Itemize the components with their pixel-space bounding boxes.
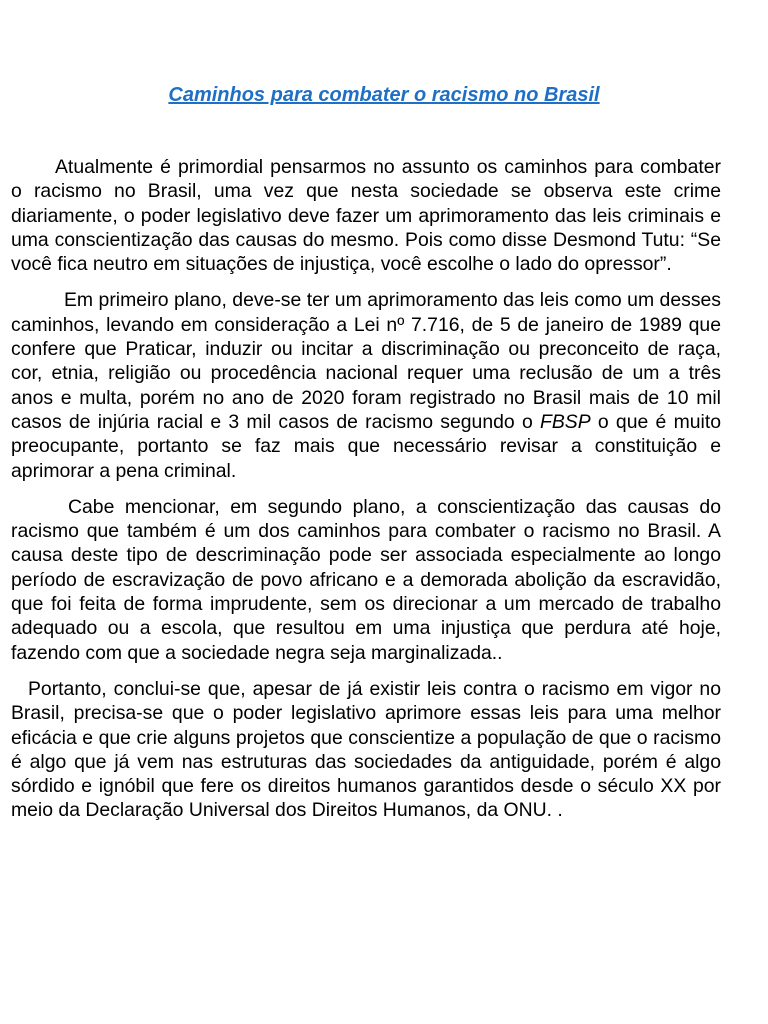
paragraph-second-argument: Cabe mencionar, em segundo plano, a conscientização das causas do racismo que também é um dos caminhos para combater o racismo no Brasil. A causa deste tipo de descriminação pode ser associada especialmente ao longo período de escravização de povo africano e a demorada abolição da escravidão, que foi feita de forma imprudente, sem os direcionar a um mercado de trabalho adequado ou a escola, que resultou em uma injustiça que perdura até hoje, fazendo com que a sociedade negra seja marginalizada.. [11,495,721,664]
paragraph-first-argument-continuation: o que é muito preocupante, portanto se faz mais que necessário revisar a constituição e aprimorar a pena criminal. [11,410,721,482]
paragraph-first-argument [11,288,721,482]
document-body [11,155,721,835]
document-title: Caminhos para combater o racismo no Brasil [168,84,600,106]
paragraph-introduction: Atualmente é primordial pensarmos no assunto os caminhos para combater o racismo no Brasil, uma vez que nesta sociedade se observa este crime diariamente, o poder legislativo deve fazer um aprimoramento das leis criminais e uma conscientização das causas do mesmo. Pois como disse Desmond Tutu: “Se você fica neutro em situações de injustiça, você escolhe o lado do opressor”. [11,156,721,276]
paragraph-conclusion: Portanto, conclui-se que, apesar de já existir leis contra o racismo em vigor no Brasil, precisa-se que o poder legislativo aprimore essas leis para uma melhor eficácia e que crie alguns projetos que conscientize a população de que o racismo é algo que já vem nas estruturas das sociedades da antiguidade, porém é algo sórdido e ignóbil que fere os direitos humanos garantidos desde o século XX por meio da Declaração Universal dos Direitos Humanos, da ONU. . [11,677,721,822]
fbsp-reference: FBSP [539,410,591,433]
paragraph-first-argument-text: Em primeiro plano, deve-se ter um aprimoramento das leis como um desses caminhos, levando em consideração a Lei nº 7.716, de 5 de janeiro de 1989 que confere que Praticar, induzir ou incitar a discriminação ou preconceito de raça, cor, etnia, religião ou procedência nacional requer uma reclusão de um a três anos e multa, porém no ano de 2020 foram registrado no Brasil mais de 10 mil casos de injúria racial e 3 mil casos de racismo segundo o [11,289,721,433]
